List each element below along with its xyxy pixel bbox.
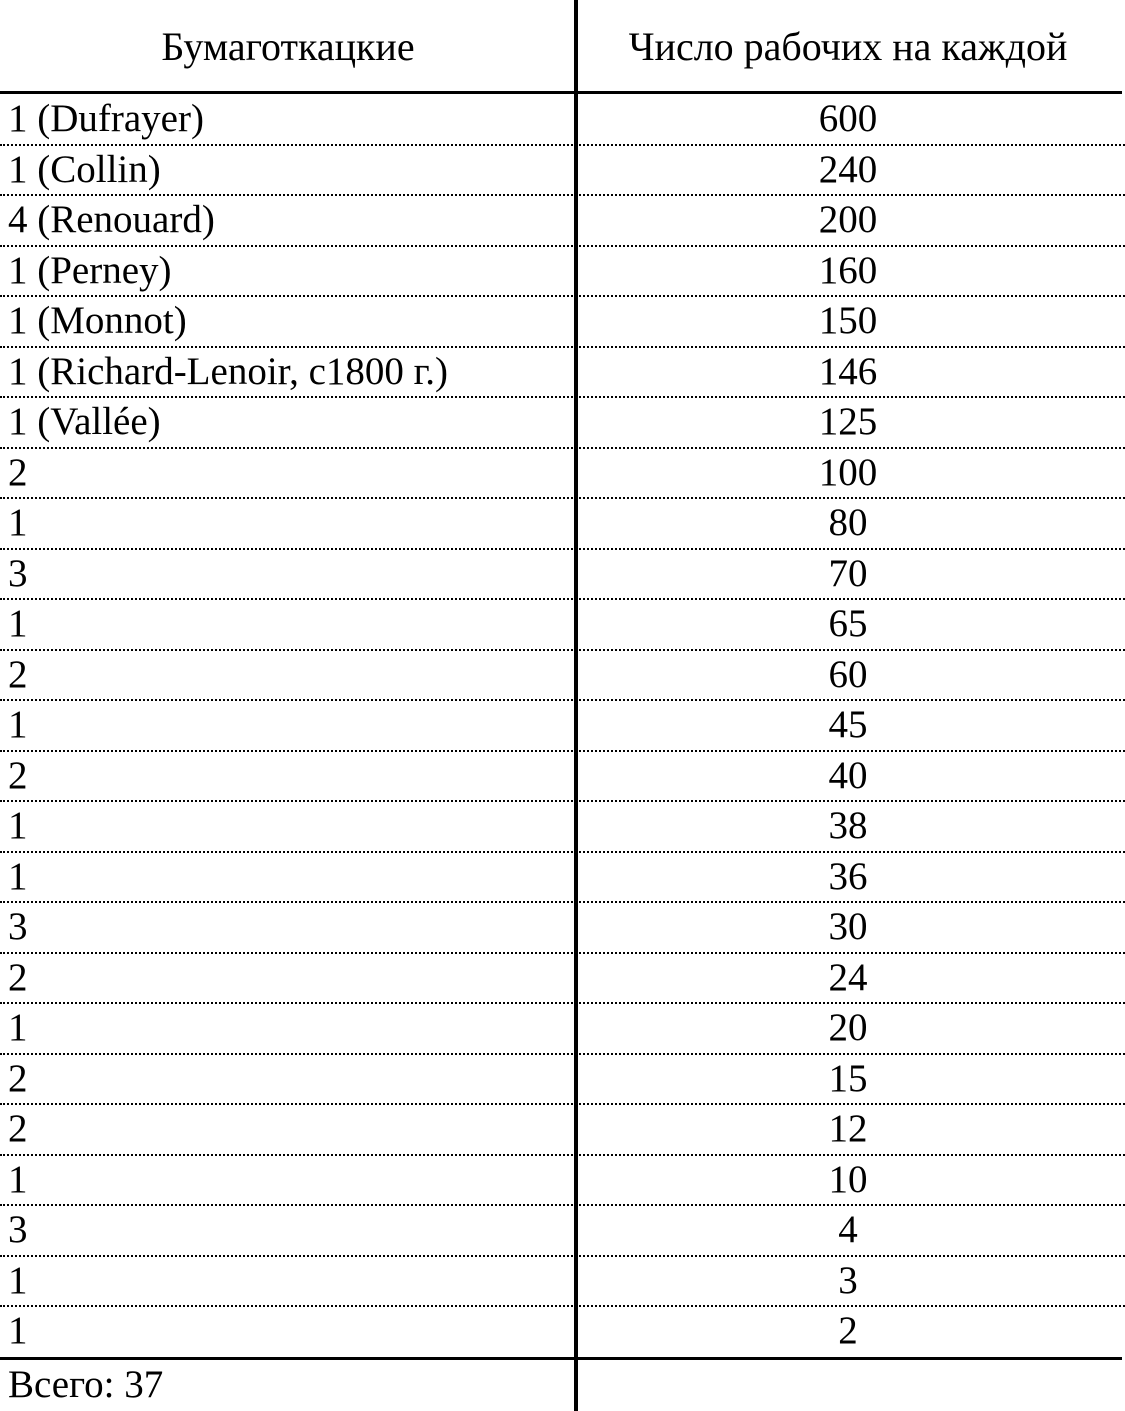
workers-cell: 146 — [818, 349, 878, 393]
table-row — [0, 1105, 1125, 1156]
table-row — [0, 247, 1125, 298]
table-header — [0, 0, 1125, 92]
table-row — [0, 196, 1125, 247]
workers-cell: 24 — [828, 955, 868, 999]
workers-cell: 38 — [828, 804, 868, 847]
mills-cell: 3 — [8, 551, 28, 595]
mills-cell: 2 — [8, 1107, 28, 1150]
workers-cell: 100 — [818, 450, 878, 494]
table-row — [0, 95, 1125, 146]
workers-cell: 160 — [818, 248, 878, 292]
mills-cell: 3 — [8, 905, 28, 948]
table-row — [0, 954, 1125, 1005]
mills-cell: 2 — [8, 450, 28, 494]
mills-cell: 1 — [8, 602, 28, 645]
workers-cell: 20 — [828, 1006, 868, 1049]
table-row — [0, 903, 1125, 954]
mills-cell: 1 (Richard-Lenoir, с1800 г.) — [8, 349, 448, 393]
table-total: Всего: 37 — [8, 1363, 164, 1406]
table-row — [0, 550, 1125, 601]
table-row — [0, 1206, 1125, 1257]
mills-cell: 4 (Renouard) — [8, 198, 215, 241]
table-row — [0, 297, 1125, 348]
table-row — [0, 398, 1125, 449]
table-row — [0, 701, 1125, 752]
workers-cell: 150 — [818, 299, 878, 342]
table-row — [0, 1055, 1125, 1106]
header-workers: Число рабочих на каждой — [628, 24, 1068, 69]
mills-cell: 1 — [8, 804, 28, 847]
workers-cell: 200 — [818, 198, 878, 241]
mills-cell: 1 — [8, 1258, 28, 1302]
table-row — [0, 853, 1125, 904]
workers-cell: 600 — [818, 97, 878, 140]
workers-cell: 80 — [828, 501, 868, 544]
workers-cell: 15 — [828, 1056, 868, 1100]
table-row — [0, 752, 1125, 803]
mills-cell: 1 — [8, 703, 28, 746]
mills-cell: 1 — [8, 854, 28, 898]
mills-cell: 1 — [8, 501, 28, 544]
mills-cell: 2 — [8, 955, 28, 999]
workers-cell: 2 — [838, 1309, 858, 1352]
mills-cell: 1 — [8, 1309, 28, 1352]
mills-cell: 1 (Dufrayer) — [8, 97, 204, 140]
table-row — [0, 651, 1125, 702]
workers-cell: 12 — [828, 1107, 868, 1150]
header-rule — [0, 91, 1122, 94]
footer-rule — [0, 1357, 1122, 1360]
table-row — [0, 1307, 1125, 1356]
table-row — [0, 1257, 1125, 1308]
header-mills: Бумаготкацкие — [161, 24, 415, 69]
mills-cell: 1 (Monnot) — [8, 299, 187, 342]
workers-cell: 60 — [828, 652, 868, 696]
table-row — [0, 1004, 1125, 1055]
workers-cell: 65 — [828, 602, 868, 645]
workers-cell: 45 — [828, 703, 868, 746]
workers-cell: 10 — [828, 1157, 868, 1201]
table-row — [0, 348, 1125, 399]
mills-cell: 1 — [8, 1006, 28, 1049]
mills-cell: 1 (Collin) — [8, 147, 161, 191]
workers-cell: 70 — [828, 551, 868, 595]
mills-cell: 1 (Perney) — [8, 248, 172, 292]
table-row — [0, 146, 1125, 197]
table-row — [0, 802, 1125, 853]
workers-cell: 240 — [818, 147, 878, 191]
table-row — [0, 449, 1125, 500]
table-row — [0, 600, 1125, 651]
workers-cell: 40 — [828, 753, 868, 797]
mills-cell: 1 (Vallée) — [8, 400, 161, 443]
table-body — [0, 95, 1125, 1356]
workers-cell: 4 — [838, 1208, 858, 1251]
table-row — [0, 1156, 1125, 1207]
workers-cell: 36 — [828, 854, 868, 898]
table-row — [0, 499, 1125, 550]
workers-cell: 3 — [838, 1258, 858, 1302]
workers-cell: 125 — [818, 400, 878, 443]
workers-cell: 30 — [828, 905, 868, 948]
mills-cell: 2 — [8, 652, 28, 696]
mills-cell: 3 — [8, 1208, 28, 1251]
mills-cell: 1 — [8, 1157, 28, 1201]
mills-cell: 2 — [8, 753, 28, 797]
mills-cell: 2 — [8, 1056, 28, 1100]
